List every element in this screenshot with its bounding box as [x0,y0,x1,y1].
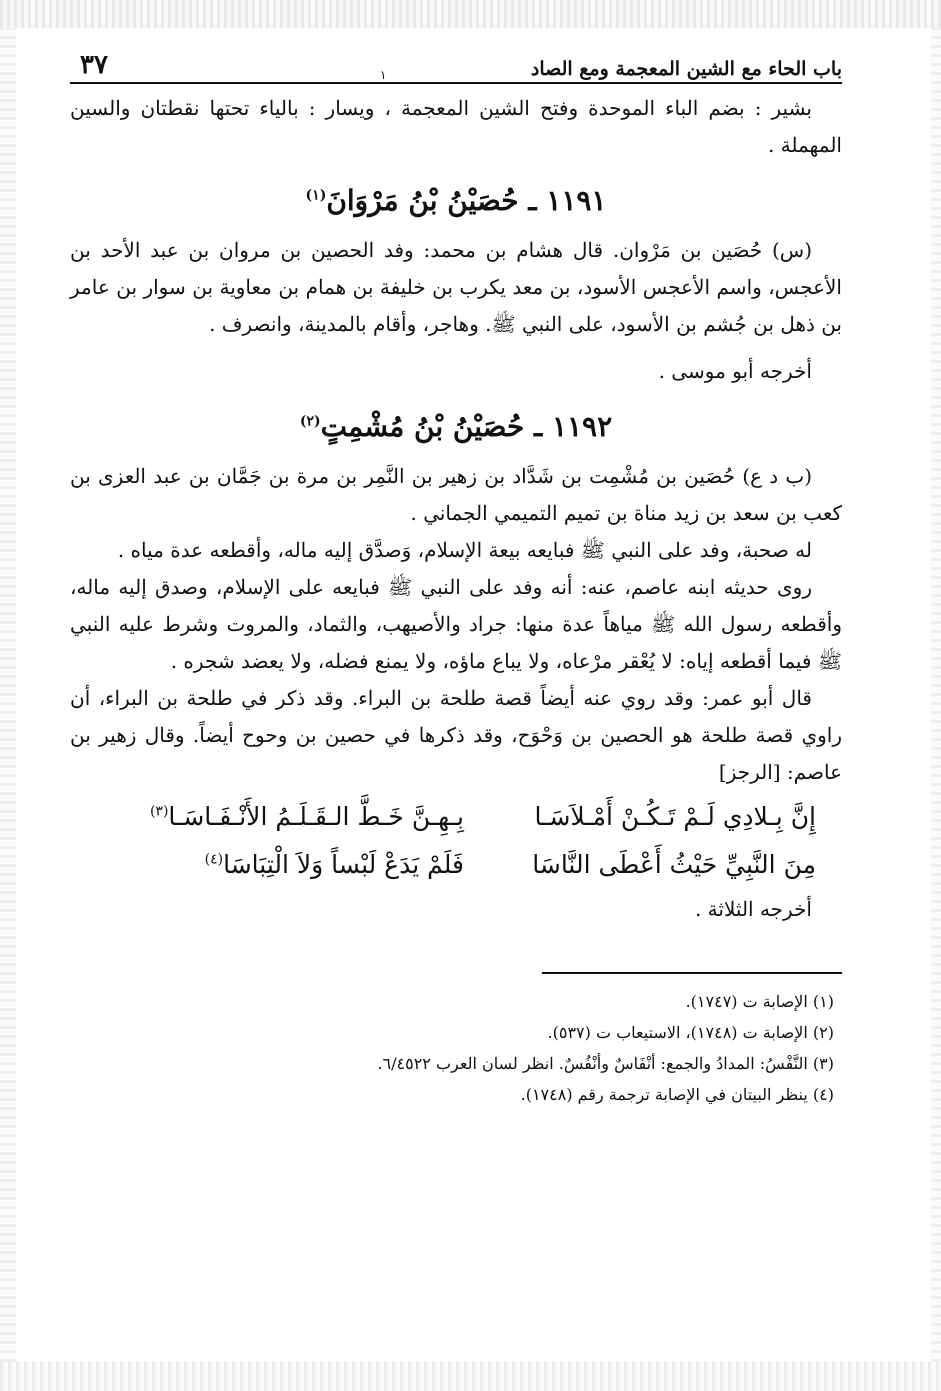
page-body [70,84,842,928]
footnote: (٢) الإصابة ت (١٧٤٨)، الاستيعاب ت (٥٣٧). [547,1023,834,1042]
scan-border-top [0,0,941,28]
footnote-ref: (٣) [149,803,169,820]
verse-hemistich-text: فَلَمْ يَدَعْ لَبْساً وَلاَ الْتِبَاسَا [223,850,464,879]
entry-title-1192 [70,408,842,446]
verse-hemistich: إِنَّ بِـلادِي لَـمْ تَـكُـنْ أَمْـلاَسَـا [534,802,816,831]
footnotes [70,986,842,1110]
footnote-ref: (٢) [299,413,321,430]
page-number: ٣٧ [80,50,108,80]
footnote-ref: (٤) [204,851,224,868]
entry-1192-paragraph-2: له صحبة، وفد على النبي ﷺ فبايعه بيعة الإسلام، وَصدَّق إليه ماله، وأقطعه عدة مياه . [117,538,812,562]
intro-paragraph: بشير : بضم الباء الموحدة وفتح الشين المعجمة ، ويسار : بالياء تحتها نقطتان والسين المهملة . [70,96,842,157]
book-page [70,40,842,1110]
verse-line-2 [70,843,842,887]
entry-1192-paragraph-5: أخرجه الثلاثة . [694,897,812,921]
page-header [70,40,842,84]
scan-border-bottom [0,1362,941,1391]
verse-hemistich [70,843,464,887]
scan-border-left [0,28,16,1362]
verse-line-1 [70,795,842,839]
footnote: (٤) ينظر البيتان في الإصابة ترجمة رقم (١٧٤٨). [520,1085,834,1104]
entry-title-text: ١١٩١ ـ حُصَيْنُ بْنُ مَرْوَانَ [326,184,607,217]
entry-1192-paragraph-4: قال أبو عمر: وقد روي عنه أيضاً قصة طلحة بن البراء. وقد ذكر في طلحة بن البراء، أن راوي قصة طلحة هو الحصين بن وَحْوَح، وقد ذكرها في حصين بن وحوح أيضاً. وقال زهير بن عاصم: [الرجز] [70,686,842,784]
entry-1191-paragraph-1: (س) حُصَين بن مَرْوان. قال هشام بن محمد: وفد الحصين بن مروان بن عبد الأحد بن الأعجس، واسم الأعجس الأسود، بن معد يكرب بن خليفة بن همام بن معاوية بن سوار بن عامر بن ذهل بن جُشم بن الأسود، على النبي ﷺ. وهاجر، وأقام بالمدينة، وانصرف . [70,238,842,336]
footnote-separator [542,972,842,974]
entry-1192-paragraph-3: روى حديثه ابنه عاصم، عنه: أنه وفد على النبي ﷺ فبايعه على الإسلام، وصدق إليه ماله، وأقطعه رسول الله ﷺ مياهاً عدة منها: جراد والأصيهب، والثماد، والمروت وشرط عليه النبي ﷺ فيما أقطعه إياه: لا يُعْقر مرْعاه، ولا يباع ماؤه، ولا يمنع فضله، ولا يعضد شجره . [70,575,842,673]
entry-1192-paragraph-1: (ب د ع) حُصَين بن مُشْمِت بن شَدَّاد بن زهير بن النَّمِر بن مرة بن جَمَّان بن عبد العزى بن كعب بن سعد بن زيد مناة بن تميم التميمي الجماني . [70,464,842,525]
entry-1191-paragraph-2: أخرجه أبو موسى . [658,359,812,383]
footnote: (٣) النَّفْسُ: المدادُ والجمع: أنْفَاسٌ وأنْفُسٌ. انظر لسان العرب ٦/٤٥٢٢. [377,1054,834,1073]
entry-title-text: ١١٩٢ ـ حُصَيْنُ بْنُ مُشْمِتٍ [320,410,613,443]
verse-hemistich [70,795,464,839]
scan-border-right [931,28,941,1362]
verse-hemistich-text: بِـهِـنَّ خَـطَّ الـقَـلَـمُ الأَنْـفَـاسَـا [168,802,464,831]
entry-title-1191 [70,182,842,220]
footnote: (١) الإصابة ت (١٧٤٧). [685,992,834,1011]
verse-hemistich: مِنَ النَّبِيِّ حَيْثُ أَعْطَى النَّاسَا [532,850,816,879]
running-title: باب الحاء مع الشين المعجمة ومع الصاد [530,58,842,80]
header-mark: ١ [380,68,387,82]
footnote-ref: (١) [305,187,327,204]
